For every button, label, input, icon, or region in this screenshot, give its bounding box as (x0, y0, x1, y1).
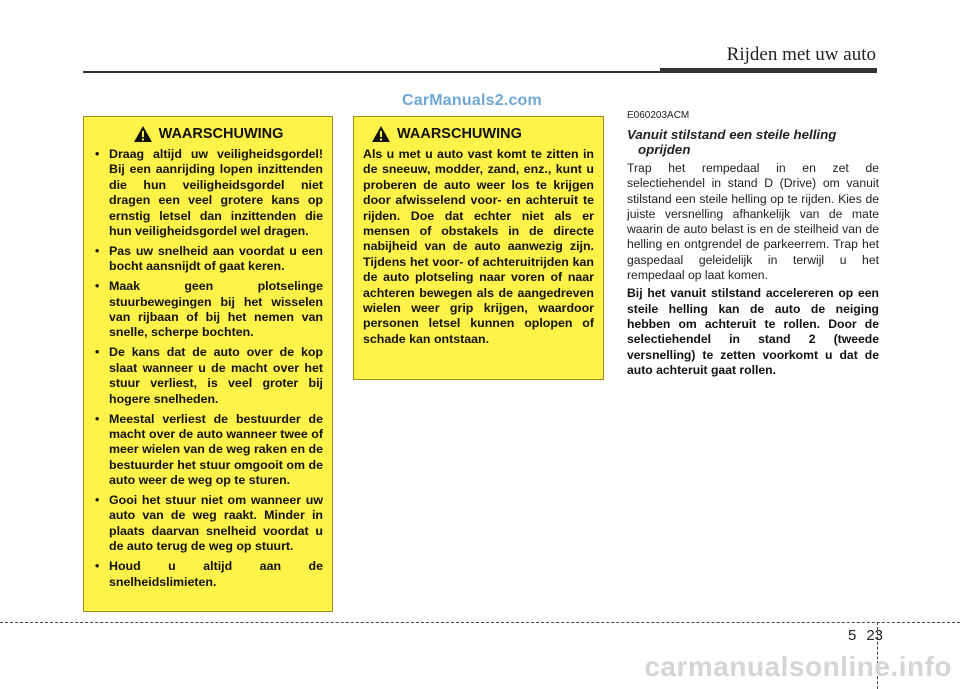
warning-title: WAARSCHUWING (397, 126, 522, 142)
warning-header (363, 125, 594, 143)
warning-triangle-icon (371, 125, 391, 143)
warning-item: • Meestal verliest de bestuurder de macht over de auto wanneer twee of meer wielen van de weg raken en de bestuurder het stuur omgooit om de auto weer de weg op te sturen. (93, 412, 323, 489)
section-number: 5 (848, 627, 857, 644)
body-paragraph: Trap het rempedaal in en zet de selectiehendel in stand D (Drive) om vanuit stilstand een steile helling op te rijden. Kies de juiste versnelling afhankelijk van de mate waarin de auto belast is en de steilheid van de helling en ontgrendel de parkeerrem. Trap het gaspedaal geleidelijk in terwijl u het rempedaal op laat komen. (627, 161, 879, 283)
section-heading-line: Vanuit stilstand een steile helling (627, 127, 837, 142)
section-heading (627, 127, 879, 157)
page-header-title: Rijden met uw auto (726, 44, 876, 65)
warning-box-middle (353, 116, 604, 380)
footer-rule (0, 622, 960, 623)
warning-item: • Draag altijd uw veiligheidsgordel! Bij een aanrijding lopen inzittenden die hun veiligheidsgordel niet dragen een veel grotere kans op ernstig letsel dan inzittenden die hun veiligheidsgordel wel dragen. (93, 147, 323, 239)
watermark-bottom: carmanualsonline.info (644, 651, 952, 682)
page-number-value: 23 (866, 627, 884, 644)
bold-paragraph: Bij het vanuit stilstand accelereren op een steile helling kan de auto de neiging hebben om achteruit te rollen. Door de selectiehendel in stand 2 (tweede versnelling) te zetten voorkomt u dat de auto achteruit gaat rollen. (627, 286, 879, 377)
header-rule (83, 71, 660, 73)
warning-item: • Gooi het stuur niet om wanneer uw auto van de weg raakt. Minder in plaats daarvan snelheid voordat u de auto terug de weg op stuurt. (93, 493, 323, 555)
warning-triangle-icon (133, 125, 153, 143)
warning-item: • Houd u altijd aan de snelheidslimieten. (93, 559, 323, 590)
right-column (627, 110, 879, 378)
watermark-top: CarManuals2.com (402, 92, 542, 109)
section-code: E060203ACM (627, 110, 690, 121)
warning-list (93, 147, 323, 590)
page-number (848, 627, 883, 644)
header-rule-thick (660, 68, 877, 73)
warning-item: • Pas uw snelheid aan voordat u een bocht aansnijdt of gaat keren. (93, 244, 323, 275)
warning-box-left (83, 116, 333, 612)
warning-item: • De kans dat de auto over de kop slaat wanneer u de macht over het stuur verliest, is veel groter bij hogere snelheden. (93, 345, 323, 407)
section-heading-line: oprijden (638, 142, 691, 157)
warning-item: • Maak geen plotselinge stuurbewegingen bij het wisselen van rijbaan of bij het nemen van snelle, scherpe bochten. (93, 279, 323, 341)
warning-title: WAARSCHUWING (158, 126, 284, 142)
warning-header (93, 125, 323, 143)
warning-text: Als u met u auto vast komt te zitten in de sneeuw, modder, zand, enz., kunt u proberen de auto weer los te krijgen door afwisselend voor- en achteruit te rijden. Doe dat echter niet als er mensen of obstakels in de directe nabijheid van de auto aanwezig zijn. Tijdens het voor- of achteruitrijden kan de auto plotseling naar voren of naar achteren bewegen als de aangedreven wielen weer grip krijgen, waardoor personen letsel kunnen oplopen of schade kan ontstaan. (363, 147, 594, 346)
